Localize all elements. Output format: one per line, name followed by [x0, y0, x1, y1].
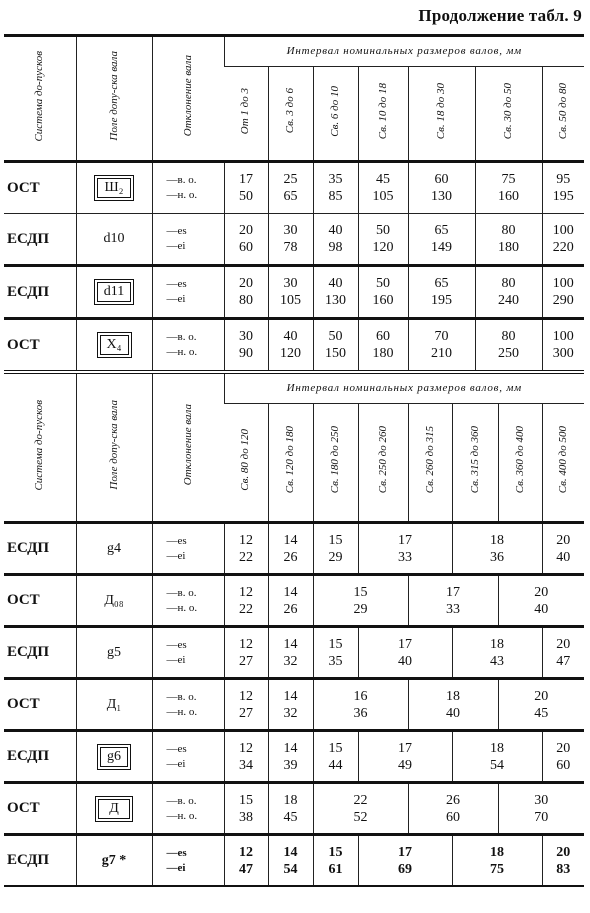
value-cell: 12 27 — [224, 679, 268, 731]
value-cell: 75 160 — [475, 162, 542, 214]
value-cell: 15 38 — [224, 783, 268, 835]
field-cell: g6 — [76, 731, 152, 783]
value-cell: 15 35 — [313, 627, 358, 679]
range-cell: Св. 50 до 80 — [542, 67, 584, 162]
header-deviation: Отклонение вала — [152, 36, 224, 162]
table-row — [4, 266, 584, 319]
system-cell: ЕСДП — [4, 835, 76, 887]
table-row — [4, 731, 584, 783]
table-row — [4, 214, 584, 266]
value-cell: 60 180 — [358, 319, 408, 373]
table-row — [4, 783, 584, 835]
top-header-row — [4, 36, 584, 67]
value-cell: 14 39 — [268, 731, 313, 783]
value-cell: 14 26 — [268, 523, 313, 575]
value-cell: 15 29 — [313, 575, 408, 627]
value-cell: 30 105 — [268, 266, 313, 319]
value-cell: 20 60 — [224, 214, 268, 266]
value-cell: 18 36 — [452, 523, 542, 575]
value-cell: 16 36 — [313, 679, 408, 731]
range-cell: Св. 120 до 180 — [268, 404, 313, 523]
value-cell: 45 105 — [358, 162, 408, 214]
value-cell: 100 300 — [542, 319, 584, 373]
table-row — [4, 162, 584, 214]
system-cell: ЕСДП — [4, 731, 76, 783]
value-cell: 12 47 — [224, 835, 268, 887]
value-cell: 80 250 — [475, 319, 542, 373]
value-cell: 50 120 — [358, 214, 408, 266]
value-cell: 50 150 — [313, 319, 358, 373]
table-row — [4, 523, 584, 575]
value-cell: 20 40 — [498, 575, 584, 627]
value-cell: 100 290 — [542, 266, 584, 319]
value-cell: 18 43 — [452, 627, 542, 679]
deviation-cell: —в. о. —н. о. — [152, 679, 224, 731]
range-cell: Св. 260 до 315 — [408, 404, 452, 523]
value-cell: 40 98 — [313, 214, 358, 266]
value-cell: 22 52 — [313, 783, 408, 835]
deviation-cell: —es —ei — [152, 523, 224, 575]
value-cell: 17 69 — [358, 835, 452, 887]
system-cell: ЕСДП — [4, 627, 76, 679]
value-cell: 14 54 — [268, 835, 313, 887]
value-cell: 30 78 — [268, 214, 313, 266]
value-cell: 17 40 — [358, 627, 452, 679]
value-cell: 30 70 — [498, 783, 584, 835]
table-row — [4, 575, 584, 627]
header-field: Поле допу-ска вала — [76, 372, 152, 523]
range-cell: От 1 до 3 — [239, 87, 252, 135]
value-cell: 17 33 — [408, 575, 498, 627]
value-cell: 65 195 — [408, 266, 475, 319]
value-cell: 30 90 — [224, 319, 268, 373]
value-cell: 70 210 — [408, 319, 475, 373]
field-cell: g4 — [76, 523, 152, 575]
value-cell: 60 130 — [408, 162, 475, 214]
deviation-cell: —в. о. —н. о. — [152, 319, 224, 373]
range-cell: Св. 18 до 30 — [408, 67, 475, 162]
header-field: Поле допу-ска вала — [76, 36, 152, 162]
range-cell: Св. 315 до 360 — [452, 404, 498, 523]
field-cell: X₄ — [76, 319, 152, 373]
system-cell: ОСТ — [4, 162, 76, 214]
deviation-cell: —es —ei — [152, 835, 224, 887]
value-cell: 65 149 — [408, 214, 475, 266]
value-cell: 14 32 — [268, 679, 313, 731]
system-cell: ОСТ — [4, 679, 76, 731]
value-cell: 18 45 — [268, 783, 313, 835]
value-cell: 12 34 — [224, 731, 268, 783]
field-cell: Д — [76, 783, 152, 835]
value-cell: 40 120 — [268, 319, 313, 373]
range-cell: Св. 180 до 250 — [313, 404, 358, 523]
deviation-cell: —es —ei — [152, 214, 224, 266]
field-cell: g5 — [76, 627, 152, 679]
table-caption: Продолжение табл. 9 — [418, 6, 582, 25]
value-cell: 20 80 — [224, 266, 268, 319]
system-cell: ОСТ — [4, 319, 76, 373]
deviation-cell: —в. о. —н. о. — [152, 783, 224, 835]
value-cell: 20 60 — [542, 731, 584, 783]
value-cell: 20 47 — [542, 627, 584, 679]
value-cell: 80 240 — [475, 266, 542, 319]
value-cell: 20 45 — [498, 679, 584, 731]
deviation-cell: —es —ei — [152, 731, 224, 783]
value-cell: 20 40 — [542, 523, 584, 575]
field-cell: Ш₂ — [76, 162, 152, 214]
value-cell: 35 85 — [313, 162, 358, 214]
range-cell: Св. 400 до 500 — [542, 404, 584, 523]
deviation-cell: —es —ei — [152, 266, 224, 319]
value-cell: 100 220 — [542, 214, 584, 266]
field-cell: Д₁ — [76, 679, 152, 731]
value-cell: 17 33 — [358, 523, 452, 575]
field-cell: g7 * — [76, 835, 152, 887]
value-cell: 50 160 — [358, 266, 408, 319]
value-cell: 25 65 — [268, 162, 313, 214]
range-cell: Св. 6 до 10 — [313, 67, 358, 162]
value-cell: 17 49 — [358, 731, 452, 783]
value-cell: 40 130 — [313, 266, 358, 319]
deviation-cell: —es —ei — [152, 627, 224, 679]
value-cell: 15 61 — [313, 835, 358, 887]
system-cell: ЕСДП — [4, 266, 76, 319]
system-cell: ОСТ — [4, 783, 76, 835]
range-cell: Св. 3 до 6 — [268, 67, 313, 162]
system-cell: ЕСДП — [4, 214, 76, 266]
system-cell: ОСТ — [4, 575, 76, 627]
field-cell: d11 — [76, 266, 152, 319]
table-row — [4, 835, 584, 887]
value-cell: 14 26 — [268, 575, 313, 627]
range-cell: Св. 10 до 18 — [358, 67, 408, 162]
header-interval: Интервал номинальных размеров валов, мм — [224, 372, 584, 404]
range-cell: Св. 250 до 260 — [358, 404, 408, 523]
header-interval: Интервал номинальных размеров валов, мм — [224, 36, 584, 67]
deviation-cell: —в. о. —н. о. — [152, 575, 224, 627]
range-cell: Св. 80 до 120 — [239, 429, 252, 491]
system-cell: ЕСДП — [4, 523, 76, 575]
value-cell: 14 32 — [268, 627, 313, 679]
value-cell: 80 180 — [475, 214, 542, 266]
value-cell: 26 60 — [408, 783, 498, 835]
value-cell: 12 22 — [224, 575, 268, 627]
value-cell: 12 22 — [224, 523, 268, 575]
header-system: Система до-пусков — [4, 372, 76, 523]
value-cell: 95 195 — [542, 162, 584, 214]
table-row — [4, 319, 584, 373]
table-row — [4, 679, 584, 731]
bottom-header-row — [4, 372, 584, 404]
field-cell: Д₀₈ — [76, 575, 152, 627]
deviation-cell: —в. о. —н. о. — [152, 162, 224, 214]
tolerance-table — [4, 34, 584, 887]
field-cell: d10 — [76, 214, 152, 266]
value-cell: 15 29 — [313, 523, 358, 575]
value-cell: 12 27 — [224, 627, 268, 679]
value-cell: 18 54 — [452, 731, 542, 783]
range-cell: Св. 360 до 400 — [498, 404, 542, 523]
value-cell: 17 50 — [224, 162, 268, 214]
header-system: Система до-пусков — [4, 36, 76, 162]
value-cell: 15 44 — [313, 731, 358, 783]
value-cell: 18 40 — [408, 679, 498, 731]
value-cell: 20 83 — [542, 835, 584, 887]
value-cell: 18 75 — [452, 835, 542, 887]
table-row — [4, 627, 584, 679]
range-cell: Св. 30 до 50 — [475, 67, 542, 162]
header-deviation: Отклонение вала — [152, 372, 224, 523]
